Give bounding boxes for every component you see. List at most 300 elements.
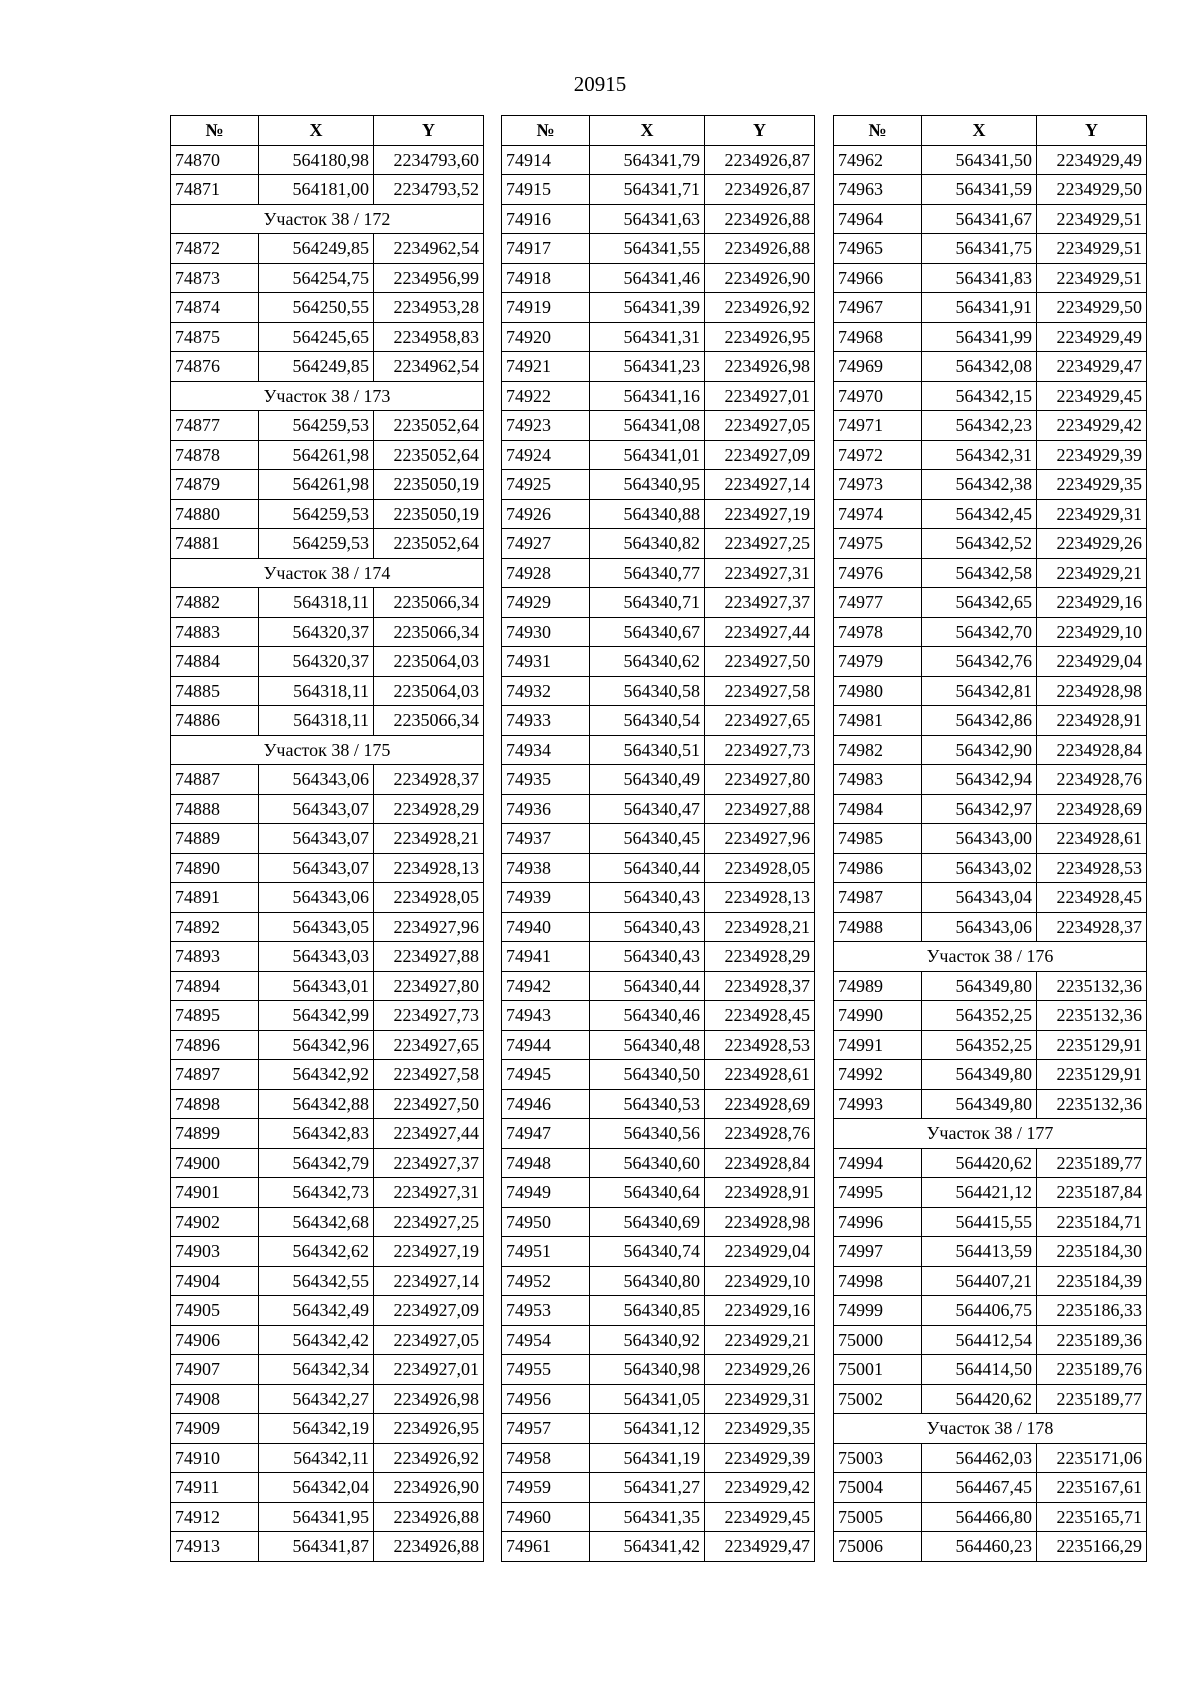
table-row — [502, 1532, 815, 1562]
y-coordinate: 2234927,65 — [705, 706, 815, 736]
y-coordinate: 2235187,84 — [1037, 1178, 1147, 1208]
y-coordinate: 2234927,96 — [705, 824, 815, 854]
section-row — [171, 381, 484, 411]
point-number: 74885 — [171, 676, 259, 706]
x-coordinate: 564340,92 — [590, 1325, 705, 1355]
x-coordinate: 564343,02 — [922, 853, 1037, 883]
y-coordinate: 2234928,45 — [705, 1001, 815, 1031]
table-row — [502, 204, 815, 234]
point-number: 74945 — [502, 1060, 590, 1090]
y-coordinate: 2234927,19 — [374, 1237, 484, 1267]
y-coordinate: 2234927,31 — [374, 1178, 484, 1208]
y-coordinate: 2234927,58 — [374, 1060, 484, 1090]
point-number: 74960 — [502, 1502, 590, 1532]
x-coordinate: 564340,49 — [590, 765, 705, 795]
x-coordinate: 564340,85 — [590, 1296, 705, 1326]
y-coordinate: 2234926,90 — [705, 263, 815, 293]
point-number: 74872 — [171, 234, 259, 264]
point-number: 74908 — [171, 1384, 259, 1414]
table-row — [171, 1325, 484, 1355]
y-coordinate: 2234929,10 — [1037, 617, 1147, 647]
point-number: 74886 — [171, 706, 259, 736]
x-coordinate: 564340,74 — [590, 1237, 705, 1267]
table-row — [502, 824, 815, 854]
y-coordinate: 2234927,31 — [705, 558, 815, 588]
table-row — [171, 1443, 484, 1473]
table-row — [171, 588, 484, 618]
point-number: 74957 — [502, 1414, 590, 1444]
y-coordinate: 2234929,45 — [1037, 381, 1147, 411]
x-coordinate: 564407,21 — [922, 1266, 1037, 1296]
table-row — [834, 1207, 1147, 1237]
x-coordinate: 564343,07 — [259, 824, 374, 854]
y-coordinate: 2234927,58 — [705, 676, 815, 706]
point-number: 74994 — [834, 1148, 922, 1178]
x-coordinate: 564342,23 — [922, 411, 1037, 441]
point-number: 74986 — [834, 853, 922, 883]
table-row — [502, 322, 815, 352]
y-coordinate: 2235184,71 — [1037, 1207, 1147, 1237]
point-number: 74980 — [834, 676, 922, 706]
coordinate-table-2 — [501, 115, 815, 1562]
header-y: Y — [705, 116, 815, 146]
x-coordinate: 564340,58 — [590, 676, 705, 706]
x-coordinate: 564341,63 — [590, 204, 705, 234]
y-coordinate: 2234928,21 — [374, 824, 484, 854]
table-row — [502, 263, 815, 293]
y-coordinate: 2234927,73 — [705, 735, 815, 765]
table-row — [171, 1148, 484, 1178]
table-row — [834, 794, 1147, 824]
point-number: 74922 — [502, 381, 590, 411]
table-row — [502, 853, 815, 883]
point-number: 74903 — [171, 1237, 259, 1267]
x-coordinate: 564340,43 — [590, 942, 705, 972]
header-x: X — [259, 116, 374, 146]
point-number: 74966 — [834, 263, 922, 293]
y-coordinate: 2234928,37 — [374, 765, 484, 795]
x-coordinate: 564340,43 — [590, 912, 705, 942]
point-number: 74876 — [171, 352, 259, 382]
x-coordinate: 564341,71 — [590, 175, 705, 205]
x-coordinate: 564462,03 — [922, 1443, 1037, 1473]
x-coordinate: 564343,04 — [922, 883, 1037, 913]
y-coordinate: 2234929,16 — [705, 1296, 815, 1326]
table-row — [171, 263, 484, 293]
point-number: 74893 — [171, 942, 259, 972]
table-header-row — [834, 116, 1147, 146]
x-coordinate: 564342,42 — [259, 1325, 374, 1355]
point-number: 74909 — [171, 1414, 259, 1444]
y-coordinate: 2234927,05 — [705, 411, 815, 441]
x-coordinate: 564349,80 — [922, 1089, 1037, 1119]
point-number: 74887 — [171, 765, 259, 795]
y-coordinate: 2234927,96 — [374, 912, 484, 942]
x-coordinate: 564342,45 — [922, 499, 1037, 529]
point-number: 74983 — [834, 765, 922, 795]
table-row — [834, 499, 1147, 529]
x-coordinate: 564341,91 — [922, 293, 1037, 323]
point-number: 74949 — [502, 1178, 590, 1208]
y-coordinate: 2234929,26 — [1037, 529, 1147, 559]
y-coordinate: 2234927,14 — [705, 470, 815, 500]
y-coordinate: 2234926,88 — [374, 1532, 484, 1562]
y-coordinate: 2235066,34 — [374, 706, 484, 736]
x-coordinate: 564340,77 — [590, 558, 705, 588]
table-row — [834, 676, 1147, 706]
x-coordinate: 564343,01 — [259, 971, 374, 1001]
point-number: 74879 — [171, 470, 259, 500]
section-row — [834, 942, 1147, 972]
x-coordinate: 564342,97 — [922, 794, 1037, 824]
x-coordinate: 564343,00 — [922, 824, 1037, 854]
x-coordinate: 564466,80 — [922, 1502, 1037, 1532]
y-coordinate: 2235132,36 — [1037, 971, 1147, 1001]
y-coordinate: 2234927,88 — [705, 794, 815, 824]
point-number: 74882 — [171, 588, 259, 618]
y-coordinate: 2234927,14 — [374, 1266, 484, 1296]
point-number: 74998 — [834, 1266, 922, 1296]
table-row — [502, 1473, 815, 1503]
point-number: 74973 — [834, 470, 922, 500]
point-number: 74999 — [834, 1296, 922, 1326]
y-coordinate: 2234928,53 — [705, 1030, 815, 1060]
table-row — [171, 1266, 484, 1296]
point-number: 74899 — [171, 1119, 259, 1149]
table-row — [502, 942, 815, 972]
y-coordinate: 2234926,95 — [705, 322, 815, 352]
y-coordinate: 2234929,21 — [705, 1325, 815, 1355]
point-number: 74905 — [171, 1296, 259, 1326]
x-coordinate: 564349,80 — [922, 971, 1037, 1001]
point-number: 74969 — [834, 352, 922, 382]
table-row — [502, 1207, 815, 1237]
point-number: 74898 — [171, 1089, 259, 1119]
x-coordinate: 564341,16 — [590, 381, 705, 411]
table-row — [502, 647, 815, 677]
x-coordinate: 564467,45 — [922, 1473, 1037, 1503]
y-coordinate: 2234929,35 — [1037, 470, 1147, 500]
y-coordinate: 2234928,84 — [705, 1148, 815, 1178]
table-row — [834, 234, 1147, 264]
table-row — [502, 706, 815, 736]
y-coordinate: 2234929,50 — [1037, 293, 1147, 323]
x-coordinate: 564341,23 — [590, 352, 705, 382]
x-coordinate: 564340,95 — [590, 470, 705, 500]
table-row — [502, 883, 815, 913]
x-coordinate: 564341,42 — [590, 1532, 705, 1562]
point-number: 74891 — [171, 883, 259, 913]
point-number: 74883 — [171, 617, 259, 647]
y-coordinate: 2234926,95 — [374, 1414, 484, 1444]
x-coordinate: 564341,12 — [590, 1414, 705, 1444]
table-row — [834, 1237, 1147, 1267]
table-row — [834, 293, 1147, 323]
header-y: Y — [1037, 116, 1147, 146]
point-number: 74877 — [171, 411, 259, 441]
section-title: Участок 38 / 173 — [171, 381, 484, 411]
x-coordinate: 564342,27 — [259, 1384, 374, 1414]
point-number: 74989 — [834, 971, 922, 1001]
x-coordinate: 564341,67 — [922, 204, 1037, 234]
x-coordinate: 564413,59 — [922, 1237, 1037, 1267]
point-number: 74874 — [171, 293, 259, 323]
y-coordinate: 2234958,83 — [374, 322, 484, 352]
x-coordinate: 564342,19 — [259, 1414, 374, 1444]
table-row — [171, 470, 484, 500]
table-row — [171, 912, 484, 942]
y-coordinate: 2235186,33 — [1037, 1296, 1147, 1326]
table-row — [171, 1060, 484, 1090]
y-coordinate: 2234929,47 — [1037, 352, 1147, 382]
x-coordinate: 564342,81 — [922, 676, 1037, 706]
table-row — [834, 588, 1147, 618]
x-coordinate: 564343,06 — [259, 765, 374, 795]
y-coordinate: 2234926,88 — [705, 234, 815, 264]
x-coordinate: 564343,07 — [259, 853, 374, 883]
x-coordinate: 564342,83 — [259, 1119, 374, 1149]
x-coordinate: 564342,76 — [922, 647, 1037, 677]
x-coordinate: 564342,70 — [922, 617, 1037, 647]
table-row — [171, 1089, 484, 1119]
point-number: 74987 — [834, 883, 922, 913]
point-number: 74981 — [834, 706, 922, 736]
x-coordinate: 564259,53 — [259, 499, 374, 529]
y-coordinate: 2234962,54 — [374, 352, 484, 382]
table-row — [502, 1325, 815, 1355]
y-coordinate: 2234929,49 — [1037, 322, 1147, 352]
x-coordinate: 564415,55 — [922, 1207, 1037, 1237]
y-coordinate: 2235166,29 — [1037, 1532, 1147, 1562]
section-row — [171, 735, 484, 765]
y-coordinate: 2234929,16 — [1037, 588, 1147, 618]
coordinate-table-1 — [170, 115, 484, 1562]
table-row — [834, 1148, 1147, 1178]
x-coordinate: 564340,45 — [590, 824, 705, 854]
y-coordinate: 2235189,77 — [1037, 1148, 1147, 1178]
y-coordinate: 2234927,80 — [705, 765, 815, 795]
x-coordinate: 564342,15 — [922, 381, 1037, 411]
y-coordinate: 2235052,64 — [374, 529, 484, 559]
x-coordinate: 564318,11 — [259, 706, 374, 736]
x-coordinate: 564340,51 — [590, 735, 705, 765]
point-number: 74963 — [834, 175, 922, 205]
table-row — [834, 735, 1147, 765]
point-number: 74894 — [171, 971, 259, 1001]
table-row — [502, 293, 815, 323]
point-number: 74906 — [171, 1325, 259, 1355]
table-row — [834, 1473, 1147, 1503]
point-number: 74888 — [171, 794, 259, 824]
point-number: 74984 — [834, 794, 922, 824]
table-row — [502, 381, 815, 411]
y-coordinate: 2235189,36 — [1037, 1325, 1147, 1355]
point-number: 74912 — [171, 1502, 259, 1532]
y-coordinate: 2234928,61 — [705, 1060, 815, 1090]
table-row — [834, 1384, 1147, 1414]
y-coordinate: 2234927,19 — [705, 499, 815, 529]
y-coordinate: 2234927,01 — [705, 381, 815, 411]
y-coordinate: 2234962,54 — [374, 234, 484, 264]
point-number: 74915 — [502, 175, 590, 205]
y-coordinate: 2234929,49 — [1037, 145, 1147, 175]
point-number: 74954 — [502, 1325, 590, 1355]
table-row — [834, 824, 1147, 854]
point-number: 74976 — [834, 558, 922, 588]
point-number: 74953 — [502, 1296, 590, 1326]
section-title: Участок 38 / 176 — [834, 942, 1147, 972]
point-number: 74964 — [834, 204, 922, 234]
x-coordinate: 564340,47 — [590, 794, 705, 824]
y-coordinate: 2234929,39 — [705, 1443, 815, 1473]
y-coordinate: 2234928,76 — [705, 1119, 815, 1149]
y-coordinate: 2234929,51 — [1037, 234, 1147, 264]
point-number: 75003 — [834, 1443, 922, 1473]
table-row — [171, 1355, 484, 1385]
x-coordinate: 564340,64 — [590, 1178, 705, 1208]
point-number: 74990 — [834, 1001, 922, 1031]
y-coordinate: 2235184,30 — [1037, 1237, 1147, 1267]
point-number: 74928 — [502, 558, 590, 588]
point-number: 74944 — [502, 1030, 590, 1060]
point-number: 74916 — [502, 204, 590, 234]
header-number: № — [171, 116, 259, 146]
point-number: 74940 — [502, 912, 590, 942]
table-row — [171, 794, 484, 824]
point-number: 74904 — [171, 1266, 259, 1296]
x-coordinate: 564340,43 — [590, 883, 705, 913]
table-row — [502, 1384, 815, 1414]
y-coordinate: 2234928,05 — [705, 853, 815, 883]
y-coordinate: 2234929,42 — [705, 1473, 815, 1503]
x-coordinate: 564412,54 — [922, 1325, 1037, 1355]
x-coordinate: 564341,05 — [590, 1384, 705, 1414]
y-coordinate: 2234928,53 — [1037, 853, 1147, 883]
y-coordinate: 2234929,10 — [705, 1266, 815, 1296]
y-coordinate: 2235189,76 — [1037, 1355, 1147, 1385]
section-title: Участок 38 / 177 — [834, 1119, 1147, 1149]
table-row — [171, 617, 484, 647]
table-row — [171, 1207, 484, 1237]
table-row — [834, 411, 1147, 441]
x-coordinate: 564254,75 — [259, 263, 374, 293]
point-number: 74997 — [834, 1237, 922, 1267]
y-coordinate: 2234927,88 — [374, 942, 484, 972]
x-coordinate: 564342,92 — [259, 1060, 374, 1090]
point-number: 74958 — [502, 1443, 590, 1473]
point-number: 74993 — [834, 1089, 922, 1119]
section-title: Участок 38 / 175 — [171, 735, 484, 765]
table-row — [834, 1502, 1147, 1532]
table-body — [502, 145, 815, 1561]
table-row — [834, 529, 1147, 559]
y-coordinate: 2234926,87 — [705, 145, 815, 175]
y-coordinate: 2235171,06 — [1037, 1443, 1147, 1473]
table-row — [502, 1296, 815, 1326]
coordinate-table-3 — [833, 115, 1147, 1562]
table-row — [171, 1178, 484, 1208]
y-coordinate: 2234928,98 — [1037, 676, 1147, 706]
table-row — [502, 1178, 815, 1208]
y-coordinate: 2234929,21 — [1037, 558, 1147, 588]
point-number: 74895 — [171, 1001, 259, 1031]
x-coordinate: 564342,86 — [922, 706, 1037, 736]
y-coordinate: 2234929,51 — [1037, 204, 1147, 234]
point-number: 75004 — [834, 1473, 922, 1503]
table-row — [834, 1296, 1147, 1326]
y-coordinate: 2234953,28 — [374, 293, 484, 323]
x-coordinate: 564342,79 — [259, 1148, 374, 1178]
y-coordinate: 2235052,64 — [374, 411, 484, 441]
y-coordinate: 2235132,36 — [1037, 1089, 1147, 1119]
x-coordinate: 564340,82 — [590, 529, 705, 559]
point-number: 74946 — [502, 1089, 590, 1119]
table-row — [502, 617, 815, 647]
y-coordinate: 2234956,99 — [374, 263, 484, 293]
point-number: 74985 — [834, 824, 922, 854]
y-coordinate: 2234927,01 — [374, 1355, 484, 1385]
x-coordinate: 564341,35 — [590, 1502, 705, 1532]
table-row — [834, 853, 1147, 883]
x-coordinate: 564341,79 — [590, 145, 705, 175]
point-number: 74948 — [502, 1148, 590, 1178]
x-coordinate: 564342,90 — [922, 735, 1037, 765]
y-coordinate: 2234929,47 — [705, 1532, 815, 1562]
x-coordinate: 564340,48 — [590, 1030, 705, 1060]
y-coordinate: 2235132,36 — [1037, 1001, 1147, 1031]
y-coordinate: 2235066,34 — [374, 588, 484, 618]
y-coordinate: 2234929,26 — [705, 1355, 815, 1385]
point-number: 74884 — [171, 647, 259, 677]
y-coordinate: 2234927,25 — [374, 1207, 484, 1237]
table-row — [171, 971, 484, 1001]
table-row — [834, 1060, 1147, 1090]
y-coordinate: 2234929,39 — [1037, 440, 1147, 470]
table-row — [502, 1001, 815, 1031]
y-coordinate: 2234926,92 — [374, 1443, 484, 1473]
table-row — [171, 1384, 484, 1414]
x-coordinate: 564342,38 — [922, 470, 1037, 500]
x-coordinate: 564340,46 — [590, 1001, 705, 1031]
x-coordinate: 564342,58 — [922, 558, 1037, 588]
x-coordinate: 564250,55 — [259, 293, 374, 323]
y-coordinate: 2234929,04 — [705, 1237, 815, 1267]
point-number: 74878 — [171, 440, 259, 470]
y-coordinate: 2234928,61 — [1037, 824, 1147, 854]
point-number: 74920 — [502, 322, 590, 352]
point-number: 74873 — [171, 263, 259, 293]
y-coordinate: 2234928,91 — [1037, 706, 1147, 736]
table-row — [502, 470, 815, 500]
point-number: 74892 — [171, 912, 259, 942]
point-number: 74871 — [171, 175, 259, 205]
x-coordinate: 564245,65 — [259, 322, 374, 352]
table-row — [502, 735, 815, 765]
point-number: 74942 — [502, 971, 590, 1001]
table-row — [834, 1325, 1147, 1355]
x-coordinate: 564342,08 — [922, 352, 1037, 382]
section-row — [834, 1119, 1147, 1149]
section-row — [171, 558, 484, 588]
x-coordinate: 564340,69 — [590, 1207, 705, 1237]
x-coordinate: 564249,85 — [259, 234, 374, 264]
table-header-row — [171, 116, 484, 146]
x-coordinate: 564181,00 — [259, 175, 374, 205]
table-row — [171, 411, 484, 441]
header-y: Y — [374, 116, 484, 146]
table-row — [171, 647, 484, 677]
table-row — [502, 765, 815, 795]
